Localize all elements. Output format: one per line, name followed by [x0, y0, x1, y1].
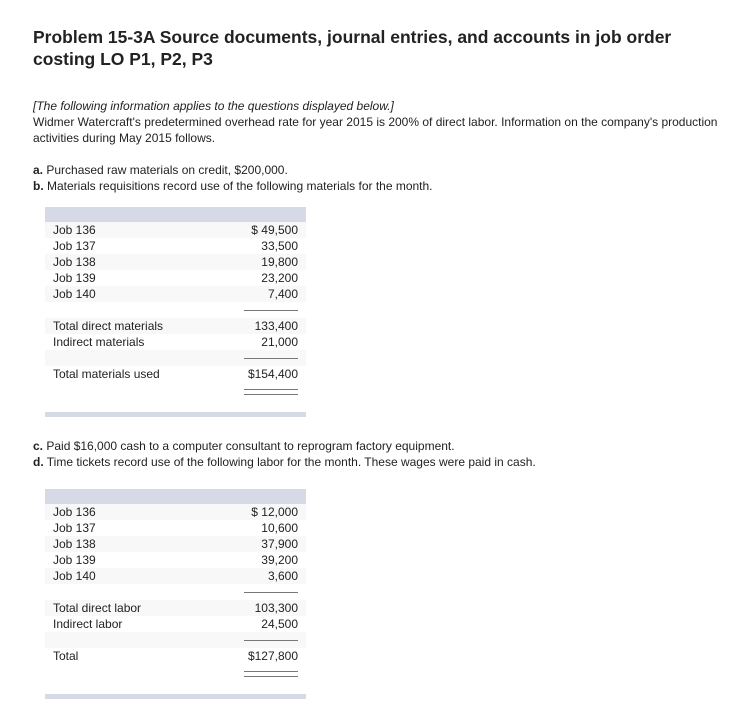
table-row	[45, 504, 306, 520]
row-value: $127,800	[247, 649, 298, 663]
row-value: 33,500	[261, 239, 298, 253]
row-value: 21,000	[261, 335, 298, 349]
table-row	[45, 536, 306, 552]
row-label: Job 136	[53, 223, 96, 237]
intro-note: [The following information applies to the questions displayed below.]	[33, 99, 394, 113]
item-text: Paid $16,000 cash to a computer consultant to reprogram factory equipment.	[43, 439, 455, 453]
items-cd	[33, 438, 536, 470]
row-label: Job 139	[53, 553, 96, 567]
row-label: Job 140	[53, 569, 96, 583]
table-row	[45, 616, 306, 632]
subtotal-line-row	[45, 350, 306, 366]
item-letter: b.	[33, 179, 44, 193]
double-underline	[45, 382, 306, 398]
row-label: Total materials used	[53, 367, 160, 381]
item-letter: c.	[33, 439, 44, 453]
table-row	[45, 222, 306, 238]
row-label: Job 136	[53, 505, 96, 519]
item-text: Materials requisitions record use of the following materials for the month.	[43, 179, 433, 193]
table-row	[45, 286, 306, 302]
table-row	[45, 270, 306, 286]
table-row	[45, 600, 306, 616]
item-letter: a.	[33, 163, 44, 177]
total-row	[45, 366, 306, 382]
table-row	[45, 520, 306, 536]
subtotal-line	[244, 592, 298, 593]
intro-text: Widmer Watercraft's predetermined overhead rate for year 2015 is 200% of direct labor. Information on the company's production activities during May 2015 follows.	[33, 115, 718, 145]
row-label: Total direct materials	[53, 319, 164, 333]
table-footer	[45, 412, 306, 417]
page-title: Problem 15-3A Source documents, journal entries, and accounts in job order costing LO P1, P2, P3	[33, 27, 672, 69]
row-value: 37,900	[261, 537, 298, 551]
table-header	[45, 207, 306, 222]
row-value: 10,600	[261, 521, 298, 535]
item-text: Time tickets record use of the following labor for the month. These wages were paid in cash.	[43, 455, 536, 469]
row-label: Indirect materials	[53, 335, 145, 349]
row-label: Total	[53, 649, 79, 663]
row-value: 7,400	[267, 287, 298, 301]
table-row	[45, 334, 306, 350]
row-value: 39,200	[261, 553, 298, 567]
row-label: Job 138	[53, 537, 96, 551]
row-label: Job 139	[53, 271, 96, 285]
items-ab	[33, 162, 723, 194]
table-row	[45, 552, 306, 568]
item-d	[33, 454, 536, 470]
subtotal-line	[244, 358, 298, 359]
double-underline	[45, 664, 306, 680]
row-value: 3,600	[267, 569, 298, 583]
item-c	[33, 438, 536, 454]
subtotal-line	[244, 310, 298, 311]
problem-content	[33, 26, 723, 194]
total-row	[45, 648, 306, 664]
subtotal-line-row	[45, 302, 306, 318]
table-header	[45, 489, 306, 504]
subtotal-line-row	[45, 584, 306, 600]
item-b	[33, 178, 723, 194]
table-footer	[45, 694, 306, 699]
row-label: Job 140	[53, 287, 96, 301]
row-label: Job 138	[53, 255, 96, 269]
row-value: $154,400	[247, 367, 298, 381]
row-value: 133,400	[254, 319, 298, 333]
table-body	[45, 504, 306, 680]
table-row	[45, 254, 306, 270]
subtotal-line-row	[45, 632, 306, 648]
row-label: Total direct labor	[53, 601, 142, 615]
table-row	[45, 238, 306, 254]
row-value: $ 12,000	[251, 505, 298, 519]
row-value: $ 49,500	[251, 223, 298, 237]
subtotal-line	[244, 640, 298, 641]
table-row	[45, 318, 306, 334]
table-body	[45, 222, 306, 398]
intro	[33, 98, 723, 146]
row-value: 103,300	[254, 601, 298, 615]
materials-table	[45, 207, 306, 417]
row-label: Job 137	[53, 239, 96, 253]
item-letter: d.	[33, 455, 44, 469]
row-value: 24,500	[261, 617, 298, 631]
row-label: Indirect labor	[53, 617, 123, 631]
row-value: 19,800	[261, 255, 298, 269]
item-a	[33, 162, 723, 178]
table-row	[45, 568, 306, 584]
row-label: Job 137	[53, 521, 96, 535]
labor-table	[45, 489, 306, 699]
item-text: Purchased raw materials on credit, $200,000.	[43, 163, 288, 177]
row-value: 23,200	[261, 271, 298, 285]
